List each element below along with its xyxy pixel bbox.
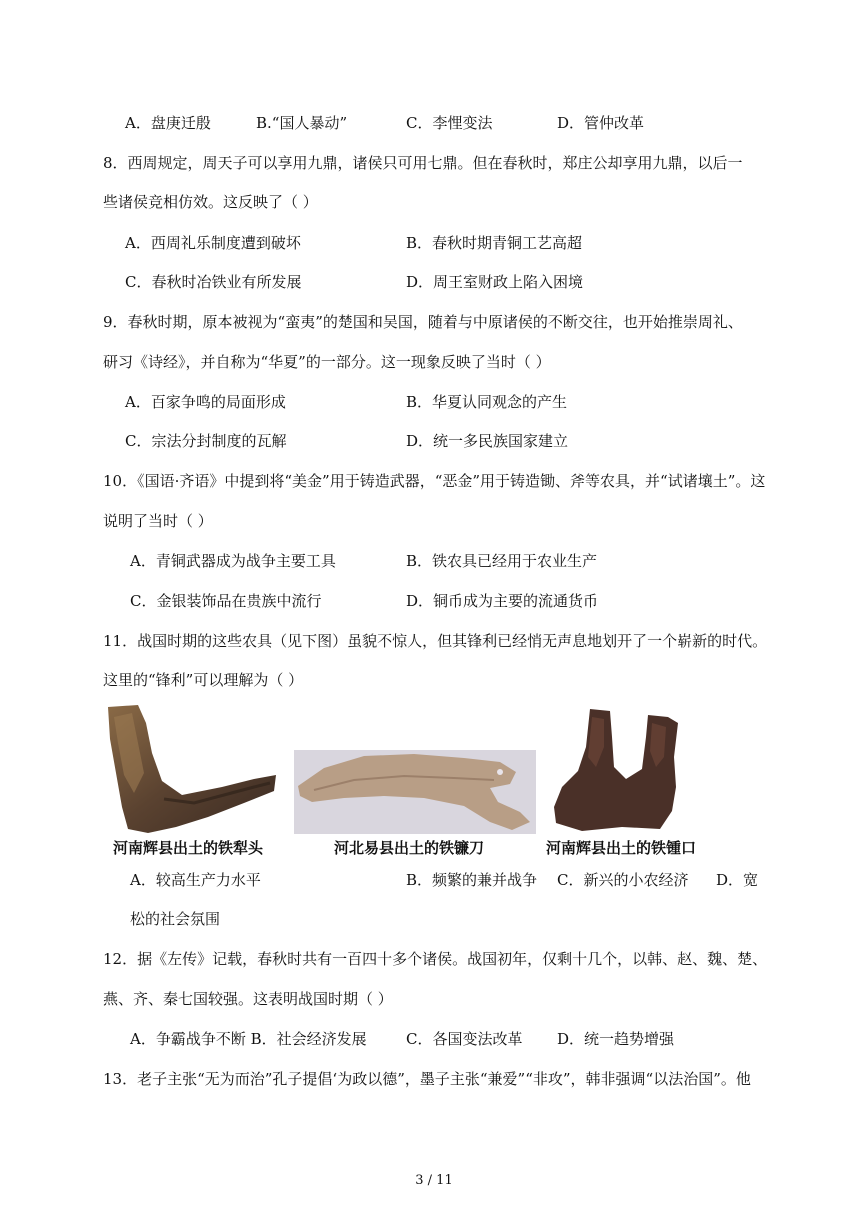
q8-option-d: D．周王室财政上陷入困境 bbox=[406, 273, 584, 291]
caption-plough-head: 河南辉县出土的铁犁头 bbox=[113, 839, 264, 857]
q8-option-b: B．春秋时期青铜工艺高超 bbox=[406, 234, 583, 252]
q13-stem-line1: 13．老子主张“无为而治”孔子提倡‘为政以德”，墨子主张“兼爱”“非攻”，韩非强调“以法治国”。他 bbox=[103, 1070, 751, 1088]
q10-option-c: C．金银装饰品在贵族中流行 bbox=[130, 592, 322, 610]
q12-option-c: C．各国变法改革 bbox=[406, 1030, 523, 1048]
q12-option-d: D．统一趋势增强 bbox=[557, 1030, 675, 1048]
q11-option-b: B．频繁的兼并战争 bbox=[406, 871, 538, 889]
q8-option-a: A．西周礼乐制度遭到破坏 bbox=[125, 234, 301, 252]
q12-stem-line1: 12．据《左传》记载，春秋时共有一百四十多个诸侯。战国初年，仅剩十几个，以韩、赵、魏、楚、 bbox=[103, 950, 768, 968]
caption-hoe: 河南辉县出土的铁锺口 bbox=[546, 839, 697, 857]
q11-option-c: C．新兴的小农经济 bbox=[557, 871, 689, 889]
q8-stem-line1: 8．西周规定，周天子可以享用九鼎，诸侯只可用七鼎。但在春秋时，郑庄公却享用九鼎，以后一 bbox=[103, 154, 743, 172]
q7-option-a: A．盘庚迁殷 bbox=[125, 114, 211, 132]
q9-option-a: A．百家争鸣的局面形成 bbox=[125, 393, 286, 411]
q11-stem-line1: 11．战国时期的这些农具（见下图）虽貌不惊人，但其锋利已经悄无声息地划开了一个崭新的时代。 bbox=[103, 632, 768, 650]
q10-option-b: B．铁农具已经用于农业生产 bbox=[406, 552, 598, 570]
q11-stem-line2: 这里的“锋利”可以理解为（ ） bbox=[103, 671, 304, 689]
q7-option-c: C．李悝变法 bbox=[406, 114, 493, 132]
q11-option-d-continued: 松的社会氛围 bbox=[130, 910, 221, 928]
q9-option-b: B．华夏认同观念的产生 bbox=[406, 393, 568, 411]
iron-plough-head-image bbox=[104, 703, 280, 835]
q9-stem-line1: 9．春秋时期，原本被视为“蛮夷”的楚国和吴国，随着与中原诸侯的不断交往，也开始推崇周礼、 bbox=[103, 313, 743, 331]
q9-option-d: D．统一多民族国家建立 bbox=[406, 432, 569, 450]
q12-stem-line2: 燕、齐、秦七国较强。这表明战国时期（ ） bbox=[103, 990, 393, 1008]
q10-stem-line2: 说明了当时（ ） bbox=[103, 512, 213, 530]
iron-sickle-image bbox=[294, 750, 536, 834]
q10-option-a: A．青铜武器成为战争主要工具 bbox=[130, 552, 336, 570]
q10-stem-line1: 10．《国语·齐语》中提到将“美金”用于铸造武器，“恶金”用于铸造锄、斧等农具，并“试诸壤土”。这 bbox=[103, 472, 766, 490]
q8-stem-line2: 些诸侯竞相仿效。这反映了（ ） bbox=[103, 193, 318, 211]
q11-option-a: A．较高生产力水平 bbox=[130, 871, 261, 889]
q10-option-d: D．铜币成为主要的流通货币 bbox=[406, 592, 599, 610]
q7-option-b: B.“国人暴动” bbox=[256, 114, 348, 132]
caption-sickle: 河北易县出土的铁镰刀 bbox=[334, 839, 485, 857]
q7-option-d: D．管仲改革 bbox=[557, 114, 645, 132]
q12-option-ab: A．争霸战争不断 B．社会经济发展 bbox=[130, 1030, 367, 1048]
page-number: 3 / 11 bbox=[415, 1173, 453, 1188]
q9-option-c: C．宗法分封制度的瓦解 bbox=[125, 432, 287, 450]
q11-option-d: D．宽 bbox=[716, 871, 759, 889]
iron-hoe-image bbox=[552, 707, 688, 833]
q8-option-c: C．春秋时冶铁业有所发展 bbox=[125, 273, 302, 291]
q9-stem-line2: 研习《诗经》，并自称为“华夏”的一部分。这一现象反映了当时（ ） bbox=[103, 353, 551, 371]
